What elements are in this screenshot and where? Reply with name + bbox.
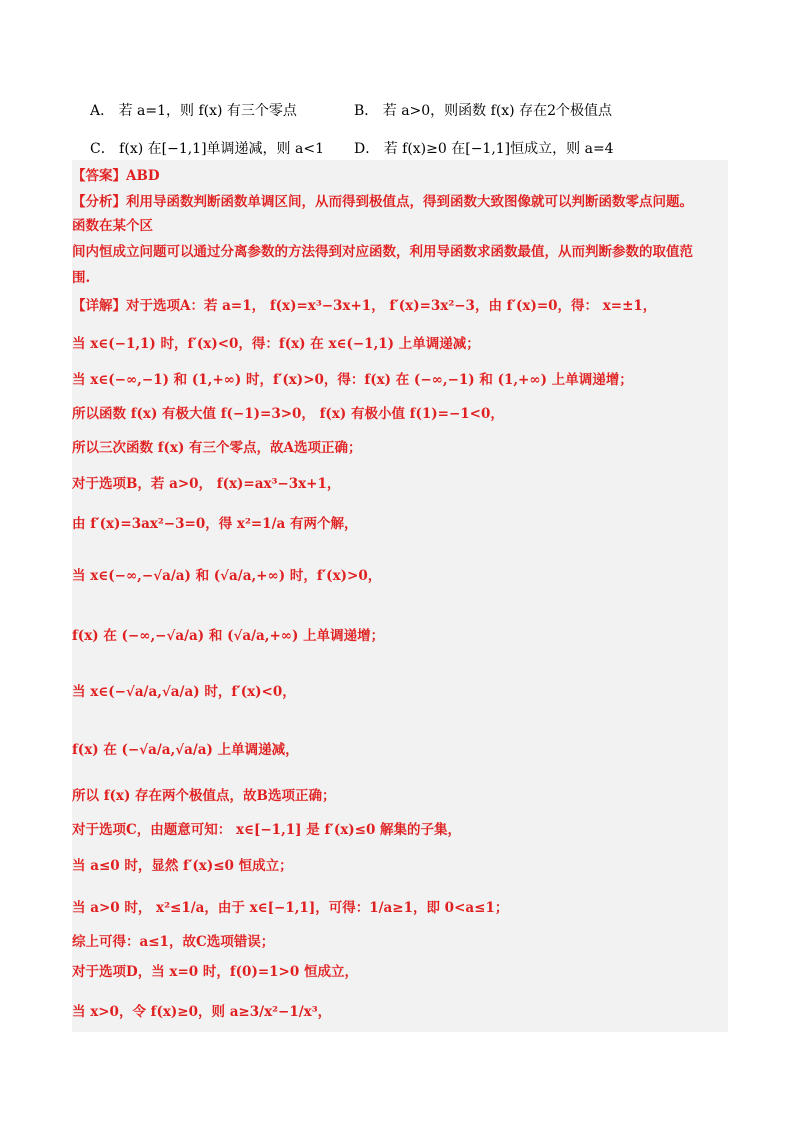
detail-line-4 [72, 404, 504, 424]
detail-line-16 [72, 932, 274, 952]
detail-text: 对于选项A：若 a=1， f(x)=x³−3x+1， f′(x)=3x²−3，由 f′(x)=0，得： x=±1， [126, 298, 657, 314]
detail-line-13 [72, 820, 461, 840]
option-d-text: 若 f(x)≥0 在[−1,1]恒成立，则 a=4 [383, 141, 614, 157]
analysis-text-4: 围. [72, 270, 91, 286]
detail-text: 当 x>0，令 f(x)≥0，则 a≥3/x²−1/x³， [72, 1004, 332, 1020]
detail-line-5 [72, 438, 362, 458]
analysis-line-2 [72, 216, 153, 236]
option-a-text: 若 a=1，则 f(x) 有三个零点 [118, 103, 297, 119]
analysis-line-4 [72, 268, 90, 288]
analysis-text-1: 利用导函数判断函数单调区间，从而得到极值点，得到函数大致图像就可以判断函数零点问题。 [126, 194, 693, 210]
detail-text: 当 a≤0 时，显然 f′(x)≤0 恒成立； [72, 858, 293, 874]
option-b-label: B． [354, 103, 379, 119]
option-a [90, 100, 297, 122]
detail-line-12 [72, 786, 335, 806]
detail-line-2 [72, 334, 480, 354]
answer-value: ABD [126, 168, 160, 184]
answer-label: 【答案】 [72, 168, 126, 184]
detail-line-7 [72, 514, 357, 534]
analysis-text-3: 间内恒成立问题可以通过分离参数的方法得到对应函数，利用导函数求函数最值，从而判断参数的取值范 [72, 244, 693, 260]
detail-line-11 [72, 740, 299, 760]
detail-line-8 [72, 566, 381, 586]
detail-line-3 [72, 370, 633, 390]
detail-text: f(x) 在 (−√a/a,√a/a) 上单调递减， [72, 742, 299, 758]
answer-line [72, 166, 160, 186]
detail-text: 当 x∈(−∞,−√a/a) 和 (√a/a,+∞) 时，f′(x)>0， [72, 568, 382, 584]
detail-line-18 [72, 1002, 331, 1022]
solution-block [72, 160, 728, 1032]
detail-line-6 [72, 474, 340, 494]
detail-line-1 [72, 296, 656, 316]
option-d-label: D． [354, 141, 380, 157]
detail-text: 所以 f(x) 存在两个极值点，故B选项正确； [72, 788, 336, 804]
detail-text: 所以三次函数 f(x) 有三个零点，故A选项正确； [72, 440, 362, 456]
detail-line-14 [72, 856, 293, 876]
analysis-line-1 [72, 192, 693, 212]
detail-text: 综上可得：a≤1，故C选项错误； [72, 934, 275, 950]
detail-text: 当 x∈(−√a/a,√a/a) 时，f′(x)<0， [72, 684, 296, 700]
detail-text: f(x) 在 (−∞,−√a/a) 和 (√a/a,+∞) 上单调递增； [72, 628, 385, 644]
detail-label: 【详解】 [72, 298, 126, 314]
option-c-text: f(x) 在[−1,1]单调递减，则 a<1 [119, 141, 324, 157]
detail-text: 对于选项B，若 a>0， f(x)=ax³−3x+1， [72, 476, 341, 492]
detail-text: 对于选项C，由题意可知： x∈[−1,1] 是 f′(x)≤0 解集的子集， [72, 822, 462, 838]
detail-text: 当 a>0 时， x²≤1/a，由于 x∈[−1,1]，可得：1/a≥1，即 0<a≤1； [72, 900, 509, 916]
detail-line-15 [72, 898, 508, 918]
detail-line-17 [72, 962, 358, 982]
detail-text: 由 f′(x)=3ax²−3=0，得 x²=1/a 有两个解， [72, 516, 358, 532]
option-b-text: 若 a>0，则函数 f(x) 存在2个极值点 [382, 103, 612, 119]
analysis-label: 【分析】 [72, 194, 126, 210]
detail-text: 所以函数 f(x) 有极大值 f(−1)=3>0， f(x) 有极小值 f(1)=−1<0， [72, 406, 504, 422]
analysis-text-2: 函数在某个区 [72, 218, 153, 234]
detail-text: 当 x∈(−1,1) 时，f′(x)<0，得：f(x) 在 x∈(−1,1) 上单调递减； [72, 336, 480, 352]
option-d [354, 138, 614, 160]
detail-line-10 [72, 682, 296, 702]
option-a-label: A． [90, 103, 115, 119]
detail-text: 对于选项D，当 x=0 时，f(0)=1>0 恒成立， [72, 964, 358, 980]
option-b [354, 100, 612, 122]
option-c-label: C． [90, 141, 115, 157]
analysis-line-3 [72, 242, 693, 262]
option-c [90, 138, 324, 160]
detail-text: 当 x∈(−∞,−1) 和 (1,+∞) 时，f′(x)>0，得：f(x) 在 (−∞,−1) 和 (1,+∞) 上单调递增； [72, 372, 633, 388]
detail-line-9 [72, 626, 384, 646]
